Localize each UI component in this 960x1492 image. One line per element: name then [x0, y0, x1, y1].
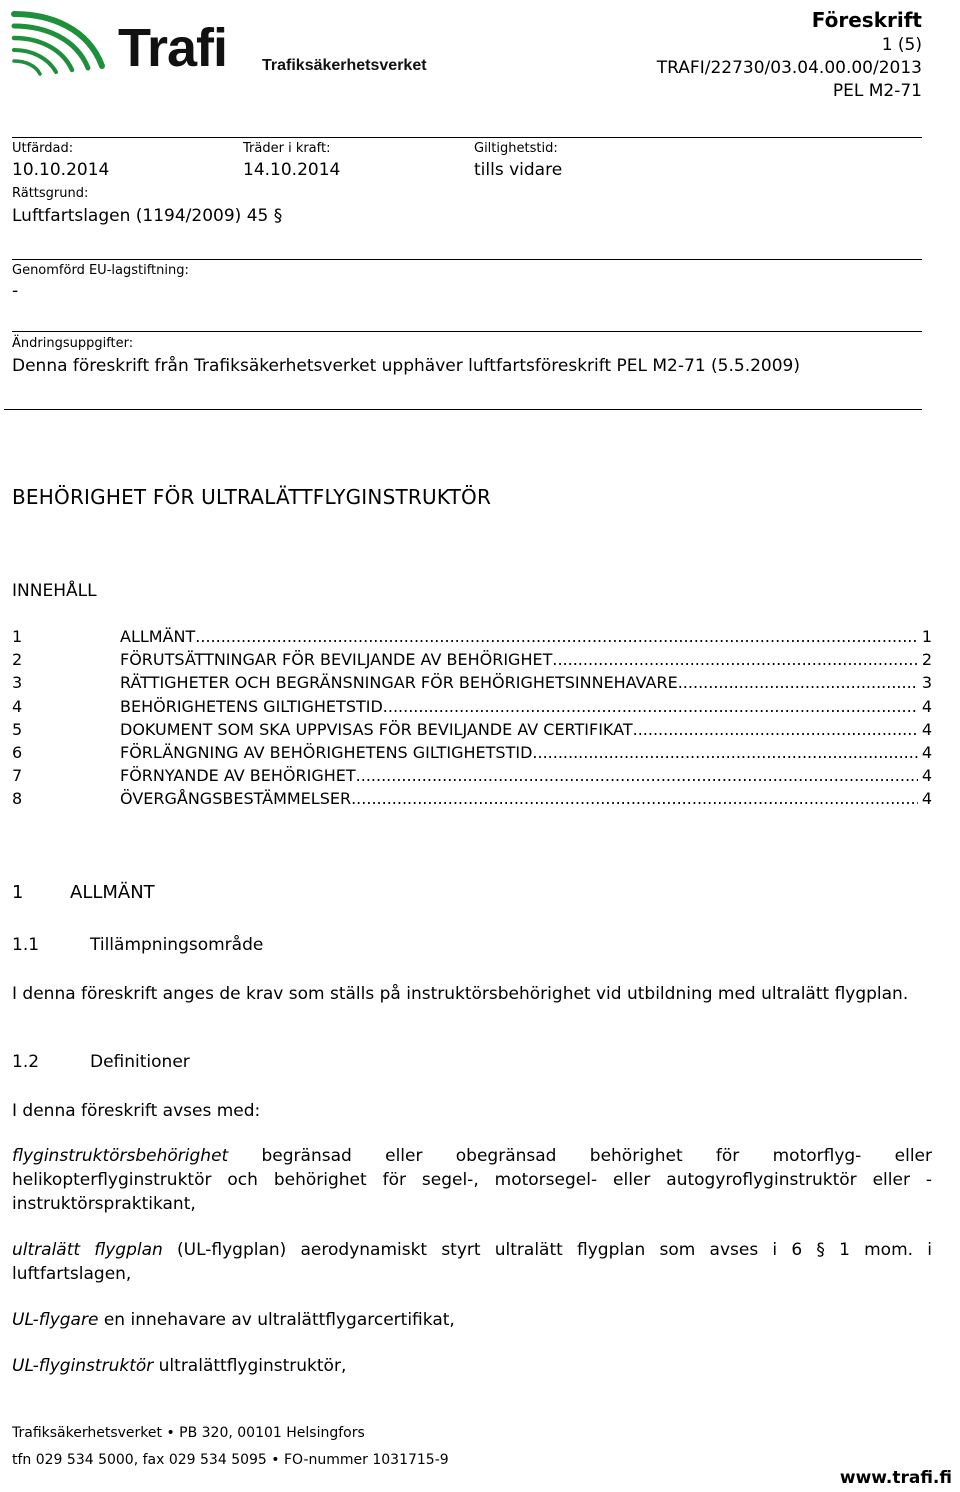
- toc-leader: [195, 627, 918, 650]
- page-indicator: 1 (5): [881, 35, 922, 55]
- toc-entry[interactable]: [12, 743, 932, 766]
- diary-number: TRAFI/22730/03.04.00.00/2013: [656, 58, 922, 78]
- toc-entry[interactable]: [12, 789, 932, 812]
- toc-entry-title: ALLMÄNT: [120, 627, 196, 646]
- toc-leader: [351, 789, 918, 812]
- toc-entry-number: 6: [12, 742, 23, 762]
- toc-entry-title: FÖRLÄNGNING AV BEHÖRIGHETENS GILTIGHETSTID: [120, 742, 533, 762]
- toc-entry-page: 2: [921, 650, 932, 670]
- legal-basis-label: Rättsgrund:: [12, 186, 89, 201]
- meta-bottom-divider: [4, 409, 922, 410]
- footer-contact: tfn 029 534 5000, fax 029 534 5095 • FO-nummer 1031715-9: [12, 1452, 449, 1468]
- definition-item: [12, 1144, 932, 1216]
- toc-entry-page: 4: [921, 766, 932, 786]
- toc-entry-page: 4: [921, 696, 932, 716]
- eu-divider: [12, 259, 922, 260]
- toc-heading: INNEHÅLL: [12, 581, 97, 601]
- validity-label: Giltighetstid:: [474, 141, 558, 156]
- table-of-contents: [12, 627, 932, 813]
- toc-leader: [678, 673, 918, 696]
- eu-label: Genomförd EU-lagstiftning:: [12, 263, 189, 278]
- toc-entry-number: 2: [12, 650, 23, 670]
- section-1-title: ALLMÄNT: [70, 882, 155, 903]
- toc-entry-title: ÖVERGÅNGSBESTÄMMELSER: [120, 789, 352, 809]
- definition-term: flyginstruktörsbehörighet: [12, 1146, 229, 1166]
- footer-website-link[interactable]: www.trafi.fi: [839, 1468, 952, 1488]
- section-1-heading: [12, 882, 155, 903]
- toc-entry[interactable]: [12, 720, 932, 743]
- logo-subtitle: Trafiksäkerhetsverket: [262, 57, 427, 74]
- definition-item: [12, 1354, 932, 1378]
- section-1-number: 1: [12, 882, 24, 903]
- toc-entry[interactable]: [12, 650, 932, 673]
- logo-wordmark: Trafi: [118, 18, 228, 78]
- legal-basis-value: Luftfartslagen (1194/2009) 45 §: [12, 206, 283, 226]
- toc-entry[interactable]: [12, 697, 932, 720]
- document-title: BEHÖRIGHET FÖR ULTRALÄTTFLYGINSTRUKTÖR: [12, 485, 492, 509]
- toc-entry[interactable]: [12, 766, 932, 789]
- toc-entry-number: 8: [12, 789, 23, 809]
- toc-entry-page: 4: [921, 742, 932, 762]
- footer-address: Trafiksäkerhetsverket • PB 320, 00101 Helsingfors: [12, 1425, 365, 1441]
- effective-label: Träder i kraft:: [243, 141, 331, 156]
- toc-entry-number: 1: [12, 627, 23, 646]
- toc-entry-title: BEHÖRIGHETENS GILTIGHETSTID: [120, 696, 383, 716]
- subsection-1-2-heading: [12, 1052, 190, 1072]
- toc-entry-page: 4: [921, 719, 932, 739]
- amend-value: Denna föreskrift från Trafiksäkerhetsverket upphäver luftfartsföreskrift PEL M2-71 (5.5.2009): [12, 356, 801, 376]
- toc-entry-number: 4: [12, 696, 23, 716]
- toc-entry-number: 5: [12, 719, 23, 739]
- toc-entry-title: RÄTTIGHETER OCH BEGRÄNSNINGAR FÖR BEHÖRIGHETSINNEHAVARE: [120, 673, 678, 693]
- regulation-code: PEL M2-71: [832, 81, 922, 101]
- toc-leader: [532, 743, 917, 766]
- definition-text: begränsad eller obegränsad behörighet för motorflyg- eller helikopterflyginstruktör och behörighet för segel-, motorsegel- eller autogyroflyginstruktör eller -instruktörspraktikant,: [12, 1146, 932, 1214]
- subsection-1-2-number: 1.2: [12, 1052, 40, 1072]
- toc-leader: [633, 720, 918, 743]
- definition-text: ultralättflyginstruktör,: [158, 1356, 347, 1376]
- toc-entry-page: 3: [921, 673, 932, 693]
- toc-leader: [356, 766, 918, 789]
- toc-entry-page: 4: [921, 789, 932, 809]
- definition-item: [12, 1308, 932, 1332]
- toc-entry-number: 7: [12, 766, 23, 786]
- definitions-intro: I denna föreskrift avses med:: [12, 1101, 261, 1121]
- definition-term: ultralätt flygplan: [12, 1240, 163, 1260]
- amend-label: Ändringsuppgifter:: [12, 336, 134, 351]
- definition-term: UL-flygare: [12, 1310, 99, 1330]
- eu-value: -: [12, 281, 19, 301]
- toc-entry[interactable]: [12, 673, 932, 696]
- definition-term: UL-flyginstruktör: [12, 1356, 154, 1376]
- issued-value: 10.10.2014: [12, 160, 110, 180]
- definition-text: en innehavare av ultralättflygarcertifikat,: [103, 1310, 455, 1330]
- meta-top-divider: [12, 137, 922, 138]
- toc-leader: [383, 697, 918, 720]
- subsection-1-1-number: 1.1: [12, 935, 40, 955]
- document-type: Föreskrift: [811, 8, 922, 32]
- amend-divider: [12, 331, 922, 332]
- toc-entry-title: FÖRNYANDE AV BEHÖRIGHET: [120, 766, 356, 786]
- subsection-1-1-title: Tillämpningsområde: [90, 935, 264, 955]
- toc-entry[interactable]: [12, 627, 932, 650]
- toc-entry-title: FÖRUTSÄTTNINGAR FÖR BEVILJANDE AV BEHÖRIGHET: [120, 650, 553, 670]
- effective-value: 14.10.2014: [243, 160, 341, 180]
- toc-entry-page: 1: [921, 627, 932, 646]
- definition-item: [12, 1238, 932, 1286]
- subsection-1-1-heading: [12, 935, 263, 955]
- issued-label: Utfärdad:: [12, 141, 74, 156]
- toc-entry-number: 3: [12, 673, 23, 693]
- scope-paragraph: I denna föreskrift anges de krav som ställs på instruktörsbehörighet vid utbildning med ultralätt flygplan.: [12, 984, 909, 1004]
- definition-text: (UL-flygplan) aerodynamiskt styrt ultralätt flygplan som avses i 6 § 1 mom. i luftfartslagen,: [12, 1240, 932, 1284]
- validity-value: tills vidare: [474, 160, 563, 180]
- trafi-logo: [10, 8, 430, 80]
- toc-entry-title: DOKUMENT SOM SKA UPPVISAS FÖR BEVILJANDE AV CERTIFIKAT: [120, 719, 633, 739]
- subsection-1-2-title: Definitioner: [90, 1052, 190, 1072]
- toc-leader: [552, 650, 917, 673]
